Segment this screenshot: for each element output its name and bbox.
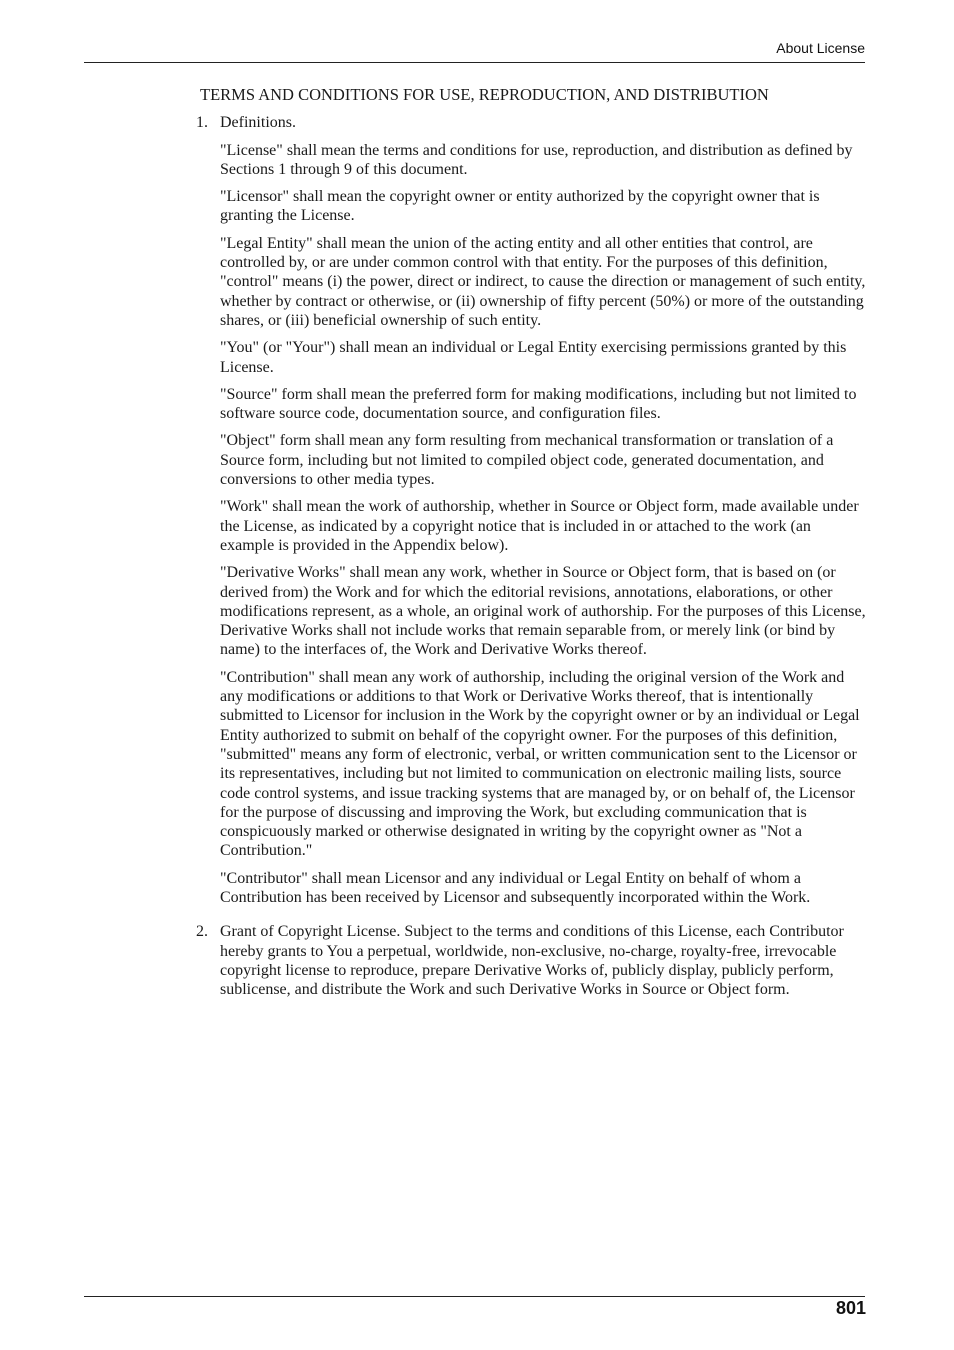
list-item-number: 1. xyxy=(196,114,208,132)
header-title: About License xyxy=(776,40,865,56)
section-heading: TERMS AND CONDITIONS FOR USE, REPRODUCTION, AND DISTRIBUTION xyxy=(200,85,769,104)
document-body xyxy=(196,85,868,1007)
definition-derivative-works: "Derivative Works" shall mean any work, whether in Source or Object form, that is based on (or derived from) the Work and for which the editorial revisions, annotations, elaborations, or other modifications represent, as a whole, an original work of authorship. For the purposes of this License, Derivative Works shall not include works that remain separable from, or merely link (or bind by name) to the interfaces of, the Work and Derivative Works thereof. xyxy=(220,564,866,659)
list-item-text: Grant of Copyright License. Subject to the terms and conditions of this License, each Contributor hereby grants to You a perpetual, worldwide, non-exclusive, no-charge, royalty-free, irrevocable copyright license to reproduce, prepare Derivative Works of, publicly display, publicly perform, sublicense, and distribute the Work and such Derivative Works in Source or Object form. xyxy=(220,923,844,999)
definition-contribution: "Contribution" shall mean any work of authorship, including the original version of the Work and any modifications or additions to that Work or Derivative Works thereof, that is intentionally submitted to Licensor for inclusion in the Work by the copyright owner or by an individual or Legal Entity authorized to submit on behalf of the copyright owner. For the purposes of this definition, "submitted" means any form of electronic, verbal, or written communication sent to the Licensor or its representatives, including but not limited to communication on electronic mailing lists, source code control systems, and issue tracking systems that are managed by, or on behalf of, the Licensor for the purpose of discussing and improving the Work, but excluding communication that is conspicuously marked or otherwise designated in writing by the copyright owner as "Not a Contribution." xyxy=(220,668,860,860)
definition-license: "License" shall mean the terms and conditions for use, reproduction, and distribution as defined by Sections 1 through 9 of this document. xyxy=(220,141,853,178)
page-number: 801 xyxy=(835,1298,866,1318)
definition-licensor: "Licensor" shall mean the copyright owner or entity authorized by the copyright owner that is granting the License. xyxy=(220,188,820,225)
definition-source: "Source" form shall mean the preferred form for making modifications, including but not limited to software source code, documentation source, and configuration files. xyxy=(220,385,857,423)
definition-contributor: "Contributor" shall mean Licensor and any individual or Legal Entity on behalf of whom a Contribution has been received by Licensor and subsequently incorporated within the Work. xyxy=(220,869,811,906)
header-divider xyxy=(84,62,865,63)
footer-divider xyxy=(84,1296,865,1297)
list-item-grant-of-copyright xyxy=(196,922,868,999)
definition-you: "You" (or "Your") shall mean an individual or Legal Entity exercising permissions granted by this License. xyxy=(220,339,847,376)
definition-object: "Object" form shall mean any form resulting from mechanical transformation or translation of a Source form, including but not limited to compiled object code, generated documentation, and conversions to other media types. xyxy=(220,432,834,489)
definition-work: "Work" shall mean the work of authorship, whether in Source or Object form, made available under the License, as indicated by a copyright notice that is included in or attached to the work (an example is provided in the Appendix below). xyxy=(220,498,859,554)
list-item-definitions xyxy=(196,113,868,907)
list-item-number: 2. xyxy=(196,923,208,941)
definition-legal-entity: "Legal Entity" shall mean the union of the acting entity and all other entities that control, are controlled by, or are under common control with that entity. For the purposes of this definition, "control" means (i) the power, direct or indirect, to cause the direction or management of such entity, whether by contract or otherwise, or (ii) ownership of fifty percent (50%) or more of the outstanding shares, or (iii) beneficial ownership of such entity. xyxy=(220,234,866,329)
list-item-title: Definitions. xyxy=(220,114,296,132)
